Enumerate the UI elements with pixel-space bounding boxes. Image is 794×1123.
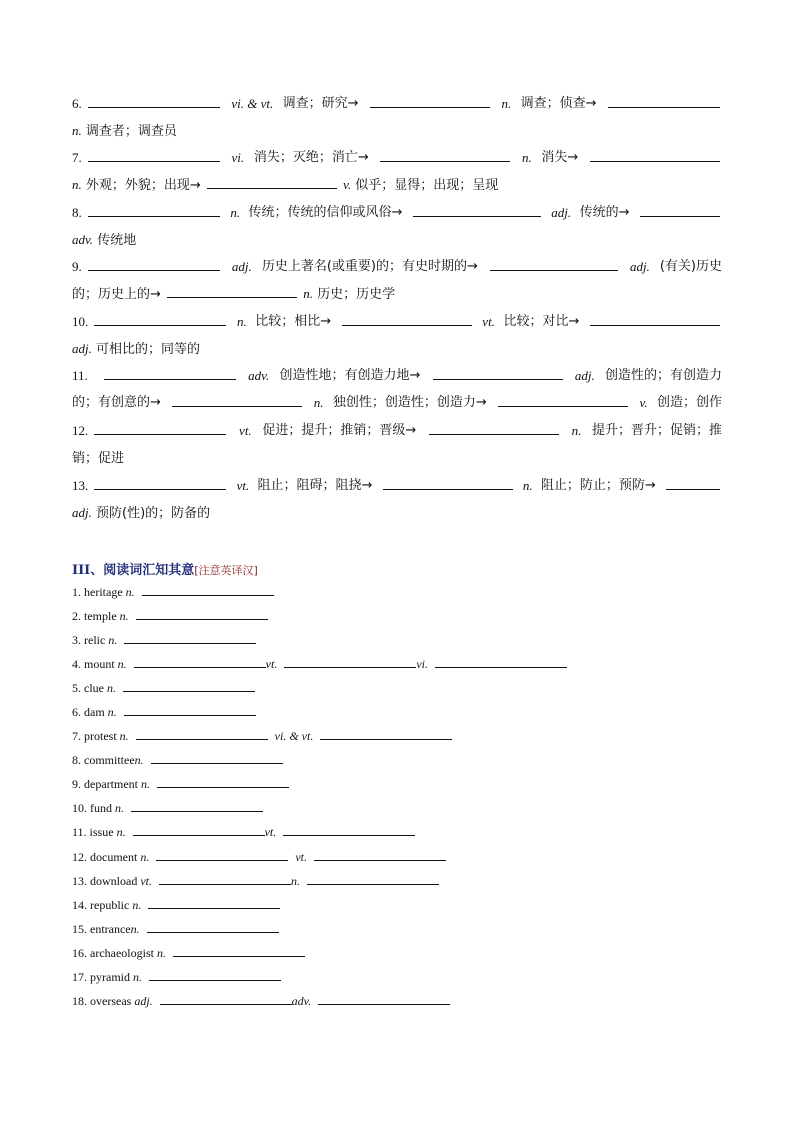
vocab-item xyxy=(72,874,439,888)
pos-label: n. xyxy=(108,633,118,647)
item-11-line1 xyxy=(72,368,722,385)
vocab-item xyxy=(72,705,256,719)
item-7-line2 xyxy=(72,177,722,194)
vocab-word: 8. committee xyxy=(72,753,135,767)
answer-blank[interactable] xyxy=(172,395,302,407)
vocab-word: 4. mount xyxy=(72,657,115,671)
answer-blank[interactable] xyxy=(314,850,446,861)
definition-text: 消失；灭绝；消亡→ xyxy=(253,150,369,165)
answer-blank[interactable] xyxy=(498,395,628,407)
vocab-word: 16. archaeologist xyxy=(72,946,154,960)
vocab-item xyxy=(72,922,279,936)
answer-blank[interactable] xyxy=(380,150,510,162)
pos-label: adj. xyxy=(134,994,153,1008)
item-number: 7. xyxy=(72,150,82,165)
answer-blank[interactable] xyxy=(88,150,220,162)
item-10-line2 xyxy=(72,341,722,358)
item-number: 6. xyxy=(72,96,82,111)
item-number: 11. xyxy=(72,368,88,383)
pos-label: n. xyxy=(236,314,247,329)
definition-text: 调查；侦查→ xyxy=(520,96,597,111)
definition-text: 创造性地；有创造力地→ xyxy=(279,368,421,383)
answer-blank[interactable] xyxy=(94,314,226,326)
answer-blank[interactable] xyxy=(88,205,220,217)
definition-text: 预防(性)的；防备的 xyxy=(96,506,211,521)
pos-label: n. xyxy=(72,177,82,192)
answer-blank[interactable] xyxy=(207,177,337,189)
pos-label: vi. xyxy=(231,150,245,165)
pos-label: adj. xyxy=(551,205,572,220)
vocab-word: 9. department xyxy=(72,777,138,791)
item-6-line2 xyxy=(72,123,722,140)
pos-label: n. xyxy=(134,753,144,767)
pos-label: vt. xyxy=(482,314,495,329)
definition-text: 历史上著名(或重要)的；有史时期的→ xyxy=(261,259,478,274)
pos-label: adj. xyxy=(72,341,92,356)
vocab-item xyxy=(72,729,452,743)
definition-text: 阻止；防止；预防→ xyxy=(540,478,656,493)
definition-text: 创造性的；有创造力 xyxy=(604,368,722,383)
vocab-word: 1. heritage xyxy=(72,585,123,599)
definition-text: 外观；外貌；出现→ xyxy=(85,178,201,193)
pos-label: n. xyxy=(132,898,142,912)
pos-label: n. xyxy=(313,395,324,410)
answer-blank[interactable] xyxy=(307,874,439,885)
pos-label: vi. & vt. xyxy=(231,96,274,111)
answer-blank[interactable] xyxy=(433,368,563,380)
answer-blank[interactable] xyxy=(283,825,415,836)
definition-text: 促进；提升；推销；晋级→ xyxy=(262,423,417,438)
pos-label: n. xyxy=(133,970,142,984)
answer-blank[interactable] xyxy=(318,994,450,1005)
answer-blank[interactable] xyxy=(142,585,274,596)
vocab-item xyxy=(72,609,268,623)
answer-blank[interactable] xyxy=(413,205,541,217)
vocab-item xyxy=(72,994,450,1008)
definition-text: 传统的→ xyxy=(579,205,630,220)
answer-blank[interactable] xyxy=(383,478,513,490)
pos-label: vi. xyxy=(416,657,429,671)
answer-blank[interactable] xyxy=(284,657,416,668)
vocab-word: 3. relic xyxy=(72,633,106,647)
vocab-item xyxy=(72,946,305,960)
answer-blank[interactable] xyxy=(123,681,255,692)
definition-text: 独创性；创造性；创造力→ xyxy=(332,395,487,410)
pos-label: n. xyxy=(119,729,129,743)
vocab-item xyxy=(72,657,567,671)
vocab-word: 14. republic xyxy=(72,898,130,912)
vocab-item xyxy=(72,633,256,647)
answer-blank[interactable] xyxy=(136,729,268,740)
definition-text: 调查者；调查员 xyxy=(85,124,177,139)
vocab-word: 17. pyramid xyxy=(72,970,130,984)
definition-text: 传统地 xyxy=(97,233,137,248)
definition-text: 历史；历史学 xyxy=(317,287,396,302)
pos-label: n. xyxy=(116,825,126,839)
vocab-word: 12. document xyxy=(72,850,138,864)
vocab-word: 7. protest xyxy=(72,729,117,743)
answer-blank[interactable] xyxy=(88,259,220,271)
definition-text: 传统；传统的信仰或风俗→ xyxy=(248,205,403,220)
answer-blank[interactable] xyxy=(136,609,268,620)
item-13-line1 xyxy=(72,478,722,495)
definition-text: 消失→ xyxy=(541,150,579,165)
pos-label: vt. xyxy=(140,874,152,888)
pos-label: v. xyxy=(343,177,352,192)
pos-label: vt. xyxy=(239,423,252,438)
answer-blank[interactable] xyxy=(157,777,289,788)
item-7-line1 xyxy=(72,150,722,167)
item-13-line2 xyxy=(72,505,722,522)
vocab-word: 11. issue xyxy=(72,825,114,839)
item-number: 12. xyxy=(72,423,89,438)
definition-text: 可相比的；同等的 xyxy=(96,342,201,357)
definition-text: 创造；创作 xyxy=(656,395,722,410)
item-number: 8. xyxy=(72,205,82,220)
vocab-word: 10. fund xyxy=(72,801,112,815)
answer-blank[interactable] xyxy=(370,96,490,108)
item-8-line2 xyxy=(72,232,722,249)
definition-text: 比较；对比→ xyxy=(503,314,580,329)
vocab-word: 5. clue xyxy=(72,681,104,695)
pos-label: n. xyxy=(107,705,117,719)
pos-label: n. xyxy=(291,874,300,888)
vocab-item xyxy=(72,801,263,815)
answer-blank[interactable] xyxy=(159,874,291,885)
pos-label: vt. xyxy=(264,825,277,839)
pos-label: n. xyxy=(156,946,166,960)
answer-blank[interactable] xyxy=(124,705,256,716)
pos-label: n. xyxy=(522,150,532,165)
answer-blank[interactable] xyxy=(640,205,720,217)
vocab-item xyxy=(72,585,274,599)
definition-text: 调查；研究→ xyxy=(282,96,359,111)
pos-label: n. xyxy=(303,286,313,301)
pos-label: n. xyxy=(125,585,135,599)
answer-blank[interactable] xyxy=(590,150,720,162)
pos-label: adj. xyxy=(231,259,252,274)
pos-label: n. xyxy=(117,657,127,671)
pos-label: n. xyxy=(501,96,512,111)
item-number: 13. xyxy=(72,478,89,493)
definition-text: 提升；晋升；促销；推 xyxy=(591,423,722,438)
answer-blank[interactable] xyxy=(435,657,567,668)
answer-blank[interactable] xyxy=(131,801,263,812)
answer-blank[interactable] xyxy=(167,286,297,298)
section-note: [注意英译汉] xyxy=(194,564,258,577)
pos-label: vt. xyxy=(265,657,278,671)
definition-text: 似乎；显得；出现；呈现 xyxy=(355,178,499,193)
pos-label: n. xyxy=(107,681,116,695)
item-6-line1 xyxy=(72,96,722,113)
answer-blank[interactable] xyxy=(342,314,472,326)
definition-text: 的；有创意的→ xyxy=(72,395,161,410)
item-12-line1 xyxy=(72,423,722,440)
pos-label: n. xyxy=(140,777,150,791)
vocab-word: 2. temple xyxy=(72,609,117,623)
pos-label: v. xyxy=(639,395,648,410)
vocab-word: 6. dam xyxy=(72,705,105,719)
vocab-item xyxy=(72,970,281,984)
answer-blank[interactable] xyxy=(156,850,288,861)
answer-blank[interactable] xyxy=(590,314,720,326)
vocab-item xyxy=(72,825,415,839)
pos-label: vt. xyxy=(236,478,250,493)
answer-blank[interactable] xyxy=(160,994,292,1005)
pos-label: n. xyxy=(72,123,82,138)
pos-label: adj. xyxy=(574,368,595,383)
answer-blank[interactable] xyxy=(173,946,305,957)
pos-label: n. xyxy=(230,205,241,220)
answer-blank[interactable] xyxy=(94,423,226,435)
answer-blank[interactable] xyxy=(148,898,280,909)
pos-label: n. xyxy=(115,801,124,815)
answer-blank[interactable] xyxy=(151,753,283,764)
vocab-word: 13. download xyxy=(72,874,138,888)
answer-blank[interactable] xyxy=(104,368,236,380)
vocab-item xyxy=(72,777,289,791)
vocab-item xyxy=(72,681,255,695)
pos-label: adv. xyxy=(248,368,270,383)
answer-blank[interactable] xyxy=(666,478,720,490)
answer-blank[interactable] xyxy=(94,478,226,490)
pos-label: adv. xyxy=(72,232,94,247)
pos-label: n. xyxy=(119,609,129,623)
pos-label: adj. xyxy=(72,505,92,520)
item-number: 10. xyxy=(72,314,89,329)
section-heading xyxy=(72,559,258,578)
answer-blank[interactable] xyxy=(124,633,256,644)
answer-blank[interactable] xyxy=(320,729,452,740)
pos-label: n. xyxy=(571,423,582,438)
answer-blank[interactable] xyxy=(133,825,265,836)
item-number: 9. xyxy=(72,259,82,274)
item-12-line2 xyxy=(72,451,722,467)
vocab-word: 15. entrance xyxy=(72,922,131,936)
item-10-line1 xyxy=(72,314,722,331)
vocab-item xyxy=(72,850,446,864)
item-11-line2 xyxy=(72,395,722,411)
definition-text: (有关)历史 xyxy=(659,259,722,274)
item-8-line1 xyxy=(72,205,722,222)
section-title: III、阅读词汇知其意 xyxy=(72,563,195,578)
vocab-item xyxy=(72,753,283,767)
pos-label: vi. & vt. xyxy=(274,729,314,743)
vocab-item xyxy=(72,898,280,912)
definition-text: 比较；相比→ xyxy=(255,314,332,329)
pos-label: n. xyxy=(140,850,150,864)
definition-text: 销；促进 xyxy=(72,451,125,466)
item-9-line2 xyxy=(72,286,722,303)
answer-blank[interactable] xyxy=(134,657,266,668)
answer-blank[interactable] xyxy=(88,96,220,108)
pos-label: n. xyxy=(522,478,533,493)
vocab-word: 18. overseas xyxy=(72,994,132,1008)
item-9-line1 xyxy=(72,259,722,276)
answer-blank[interactable] xyxy=(608,96,720,108)
answer-blank[interactable] xyxy=(490,259,618,271)
answer-blank[interactable] xyxy=(149,970,281,981)
pos-label: adv. xyxy=(291,994,312,1008)
answer-blank[interactable] xyxy=(147,922,279,933)
pos-label: n. xyxy=(130,922,140,936)
pos-label: adj. xyxy=(629,259,650,274)
pos-label: vt. xyxy=(295,850,307,864)
definition-text: 的；历史上的→ xyxy=(72,287,161,302)
answer-blank[interactable] xyxy=(429,423,559,435)
definition-text: 阻止；阻碍；阻挠→ xyxy=(257,478,373,493)
